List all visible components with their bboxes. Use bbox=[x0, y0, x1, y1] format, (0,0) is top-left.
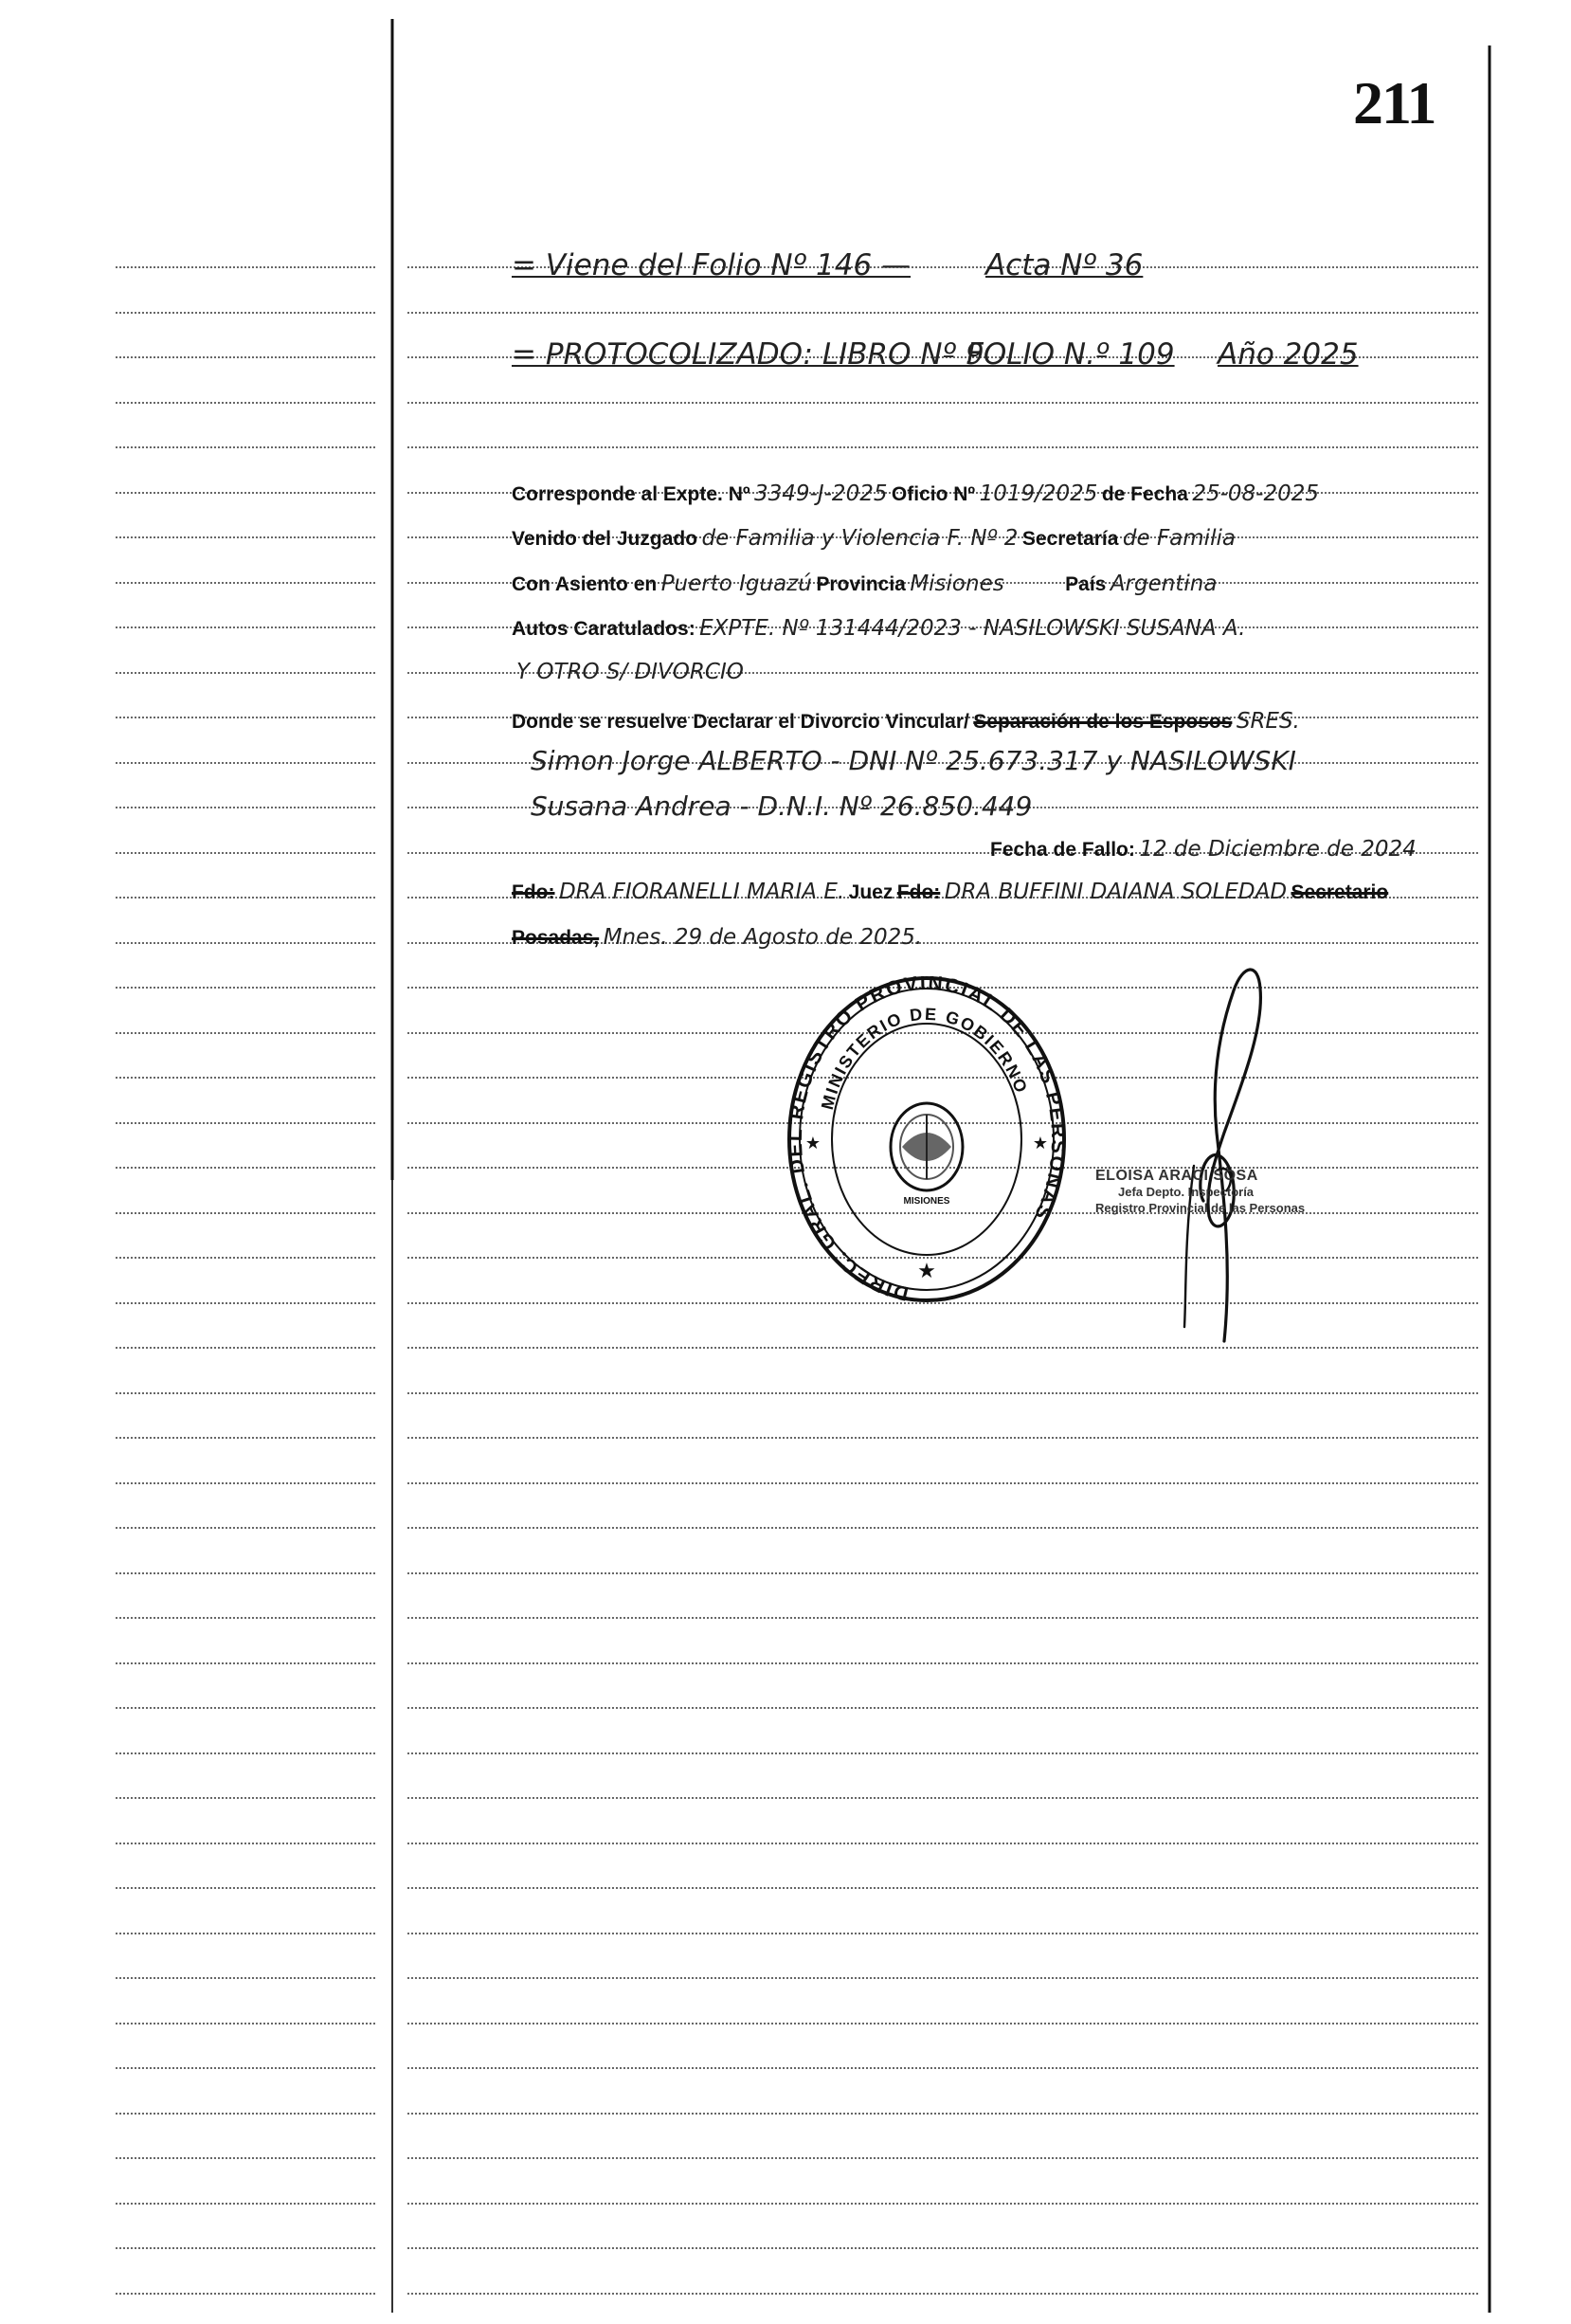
autos-row bbox=[512, 616, 1245, 641]
pais-label: País bbox=[1065, 573, 1107, 595]
year-text: Año 2025 bbox=[1218, 337, 1359, 372]
pais-value: Argentina bbox=[1110, 572, 1218, 596]
firmas-row bbox=[512, 880, 1388, 904]
seal-inner-text: MINISTERIO DE GOBIERNO bbox=[817, 1004, 1032, 1112]
fecha-label: de Fecha bbox=[1101, 483, 1188, 505]
viene-del-folio-text: = Viene del Folio Nº 146 — bbox=[512, 248, 912, 282]
fecha-value: 25-08-2025 bbox=[1192, 481, 1320, 506]
fallo-label: Fecha de Fallo: bbox=[990, 839, 1135, 861]
folio-number-text: FOLIO N.º 109 bbox=[966, 337, 1175, 372]
juez-label: Juez bbox=[848, 881, 894, 903]
signer-title: Jefa Depto. Inspectoría bbox=[1118, 1185, 1255, 1199]
expte-row bbox=[512, 481, 1319, 506]
autos-value-2: Y OTRO S/ DIVORCIO bbox=[516, 660, 744, 684]
autos-label: Autos Caratulados: bbox=[512, 618, 695, 640]
asiento-value: Puerto Iguazú bbox=[660, 572, 812, 596]
srs-value: SRES. bbox=[1236, 709, 1300, 734]
donde-row bbox=[512, 709, 1300, 734]
place-value: Mnes. 29 de Agosto de 2025. bbox=[603, 925, 923, 950]
signer-name: ELOISA ARACI SOSA bbox=[1095, 1168, 1258, 1184]
expte-label: Corresponde al Expte. Nº bbox=[512, 483, 750, 505]
secretaria-label: Secretaría bbox=[1021, 528, 1119, 550]
signer-office: Registro Provincial de las Personas bbox=[1095, 1201, 1306, 1215]
handwritten-signature bbox=[1118, 953, 1308, 1351]
signature-stamp bbox=[1095, 1168, 1305, 1216]
oficio-label: Oficio Nº bbox=[891, 483, 976, 505]
place-label: Posadas, bbox=[512, 927, 600, 949]
svg-text:★: ★ bbox=[804, 1134, 822, 1153]
protocolizado-text: = PROTOCOLIZADO: LIBRO Nº 9 bbox=[512, 337, 984, 372]
secretario-value: DRA BUFFINI DAIANA SOLEDAD bbox=[944, 880, 1288, 904]
autos-value-1: EXPTE. Nº 131444/2023 - NASILOWSKI SUSANA A. bbox=[699, 616, 1246, 641]
juzgado-value: de Familia y Violencia F. Nº 2 bbox=[701, 526, 1019, 551]
spouses-line-2: Susana Andrea - D.N.I. Nº 26.850.449 bbox=[531, 790, 1033, 822]
seal-outer-text: DIREC. GRAL. DEL REGISTRO PROVINCIAL DE LAS PERSONAS bbox=[785, 976, 1069, 1305]
secretaria-value: de Familia bbox=[1122, 526, 1236, 551]
asiento-label: Con Asiento en bbox=[512, 573, 658, 595]
fallo-value: 12 de Diciembre de 2024 bbox=[1139, 837, 1417, 862]
seal-center-text: MISIONES bbox=[903, 1196, 950, 1207]
fdo2-label: Fdo: bbox=[896, 881, 941, 903]
provincia-label: Provincia bbox=[816, 573, 906, 595]
fdo-label: Fdo: bbox=[512, 881, 555, 903]
acta-number-text: Acta Nº 36 bbox=[985, 248, 1144, 282]
page-number: 211 bbox=[1353, 69, 1436, 136]
expte-value: 3349-J-2025 bbox=[754, 481, 888, 506]
provincia-value: Misiones bbox=[910, 572, 1004, 596]
spouses-line-1: Simon Jorge ALBERTO - DNI Nº 25.673.317 y NASILOWSKI bbox=[531, 745, 1296, 776]
official-seal bbox=[785, 976, 1069, 1308]
svg-text:★: ★ bbox=[1032, 1134, 1049, 1153]
secretario-label: Secretario bbox=[1291, 881, 1389, 903]
juzgado-label: Venido del Juzgado bbox=[512, 528, 698, 550]
svg-text:★: ★ bbox=[917, 1260, 936, 1283]
oficio-value: 1019/2025 bbox=[979, 481, 1098, 506]
asiento-row bbox=[512, 572, 1217, 596]
juez-value: DRA FIORANELLI MARIA E. bbox=[558, 880, 845, 904]
juzgado-row bbox=[512, 526, 1236, 551]
separacion-label: Separación de los Esposos bbox=[973, 711, 1233, 733]
fallo-row bbox=[990, 837, 1417, 862]
donde-label: Donde se resuelve Declarar el Divorcio Vincular/ bbox=[512, 711, 969, 733]
place-row bbox=[512, 925, 922, 950]
